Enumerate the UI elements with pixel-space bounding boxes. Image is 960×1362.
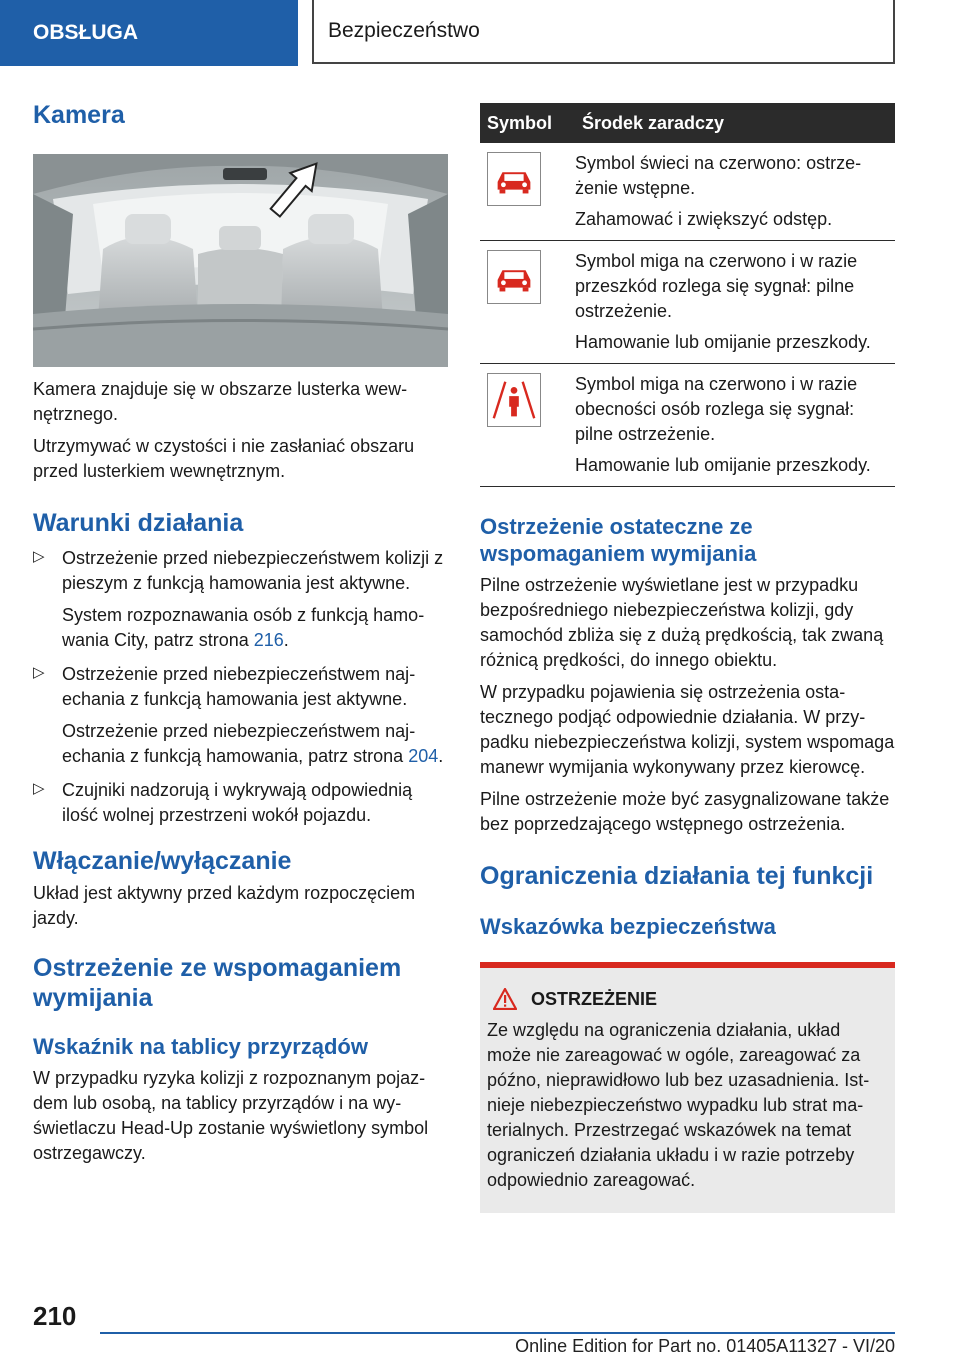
camera-paragraph-2: Utrzymywać w czystości i nie zasłaniać obszaru przed lusterkiem wewnętrznym. [33, 436, 415, 481]
final-warning-paragraph-3: Pilne ostrzeżenie może być zasygnalizowane także bez poprzedzającego wstępnego ostrzeżenia. [480, 789, 890, 834]
table-header-action: Środek zaradczy [575, 103, 895, 143]
camera-location-photo [33, 154, 448, 367]
triangle-bullet-icon: ▷ [33, 664, 45, 681]
indicator-heading: Wskaźnik na tablicy przyrządów [33, 1034, 368, 1059]
table-cell-text: Hamowanie lub omijanie przeszkody. [575, 455, 871, 475]
final-warning-paragraph-2: W przypadku pojawienia się ostrzeżenia ostatecznego podjąć odpowiednie działania. W przypadku niebezpieczeństwa kolizji, system wspomaga manewr wymijania wykonywany przez kierowcę. [480, 682, 895, 777]
camera-heading: Kamera [33, 101, 125, 129]
topic-tab: Bezpieczeństwo [312, 0, 895, 64]
page-link[interactable]: 216 [253, 630, 284, 650]
list-item [33, 662, 448, 769]
edition-note: Online Edition for Part no. 01405A11327 - VI/20 [515, 1336, 895, 1356]
list-item-text: Ostrzeżenie przed niebezpieczeństwem najechania z funkcją hamowania, patrz strona 204. [62, 721, 444, 766]
left-column [33, 100, 448, 1166]
final-warning-paragraph-1: Pilne ostrzeżenie wyświetlane jest w przypadku bezpośredniego niebezpieczeństwa kolizji, gdy samochód zbliża się z dużą prędkością, tak zwaną różnicą prędkości, do innego obiektu. [480, 575, 884, 670]
table-row [480, 143, 895, 241]
table-row [480, 241, 895, 364]
warning-triangle-icon [493, 988, 517, 1010]
car-warning-icon [487, 152, 541, 206]
final-warning-heading: Ostrzeżenie ostateczne ze wspomaganiem wymijania [480, 514, 757, 566]
table-cell-text: Symbol miga na czerwono i w razie przeszkód rozlega się sygnał: pilne ostrzeżenie. [575, 251, 858, 321]
page-link[interactable]: 204 [408, 746, 439, 766]
onoff-heading: Włączanie/wyłączanie [33, 847, 292, 875]
safety-note-heading: Wskazówka bezpieczeństwa [480, 914, 776, 939]
warning-text: Ze względu na ograniczenia działania, układ może nie zareagować w ogóle, zareagować za późno, nieprawidłowo lub bez uzasadnienia. Istnieje niebezpieczeństwo wypadku lub strat materialnych. Przestrzegać wskazówek na temat ograniczeń działania układu i w razie potrzeby odpowiednio zareagować. [487, 1020, 870, 1190]
triangle-bullet-icon: ▷ [33, 780, 45, 797]
table-cell-text: Hamowanie lub omijanie przeszkody. [575, 332, 871, 352]
section-tab[interactable]: OBSŁUGA [0, 0, 298, 66]
triangle-bullet-icon: ▷ [33, 548, 45, 565]
limits-heading: Ograniczenia działania tej funkcji [480, 862, 874, 890]
footer-divider [100, 1332, 895, 1334]
avoidance-heading: Ostrzeżenie ze wspomaganiem wymijania [33, 954, 402, 1012]
right-column [480, 103, 895, 1213]
conditions-list [33, 546, 448, 828]
table-header-symbol: Symbol [480, 103, 575, 143]
camera-paragraph-1: Kamera znajduje się w obszarze lusterka wewnętrznego. [33, 379, 408, 424]
table-cell-text: Symbol miga na czerwono i w razie obecności osób rozlega się sygnał: pilne ostrzeżenie. [575, 374, 858, 444]
table-cell-text: Symbol świeci na czerwono: ostrzeżenie wstępne. [575, 153, 862, 198]
list-item-text: Ostrzeżenie przed niebezpieczeństwem kolizji z pieszym z funkcją hamowania jest aktywne. [62, 548, 444, 593]
onoff-paragraph: Układ jest aktywny przed każdym rozpoczęciem jazdy. [33, 883, 416, 928]
pedestrian-warning-icon [487, 373, 541, 427]
list-item-text: System rozpoznawania osób z funkcją hamowania City, patrz strona 216. [62, 605, 425, 650]
table-cell-text: Zahamować i zwiększyć odstęp. [575, 209, 833, 229]
table-row [480, 364, 895, 487]
list-item [33, 778, 448, 828]
list-item-text: Ostrzeżenie przed niebezpieczeństwem najechania z funkcją hamowania jest aktywne. [62, 664, 416, 709]
conditions-heading: Warunki działania [33, 509, 244, 537]
page-header [0, 0, 960, 66]
warning-label: OSTRZEŻENIE [531, 988, 658, 1009]
page-number: 210 [33, 1301, 77, 1331]
warning-box [480, 962, 895, 1213]
list-item [33, 546, 448, 653]
list-item-text: Czujniki nadzorują i wykrywają odpowiednią ilość wolnej przestrzeni wokół pojazdu. [62, 780, 413, 825]
symbol-table [480, 103, 895, 487]
car-warning-icon [487, 250, 541, 304]
indicator-paragraph: W przypadku ryzyka kolizji z rozpoznanym pojazdem lub osobą, na tablicy przyrządów i na wyświetlaczu Head-Up zostanie wyświetlony symbol ostrzegawczy. [33, 1068, 429, 1163]
warning-header [487, 988, 887, 1010]
